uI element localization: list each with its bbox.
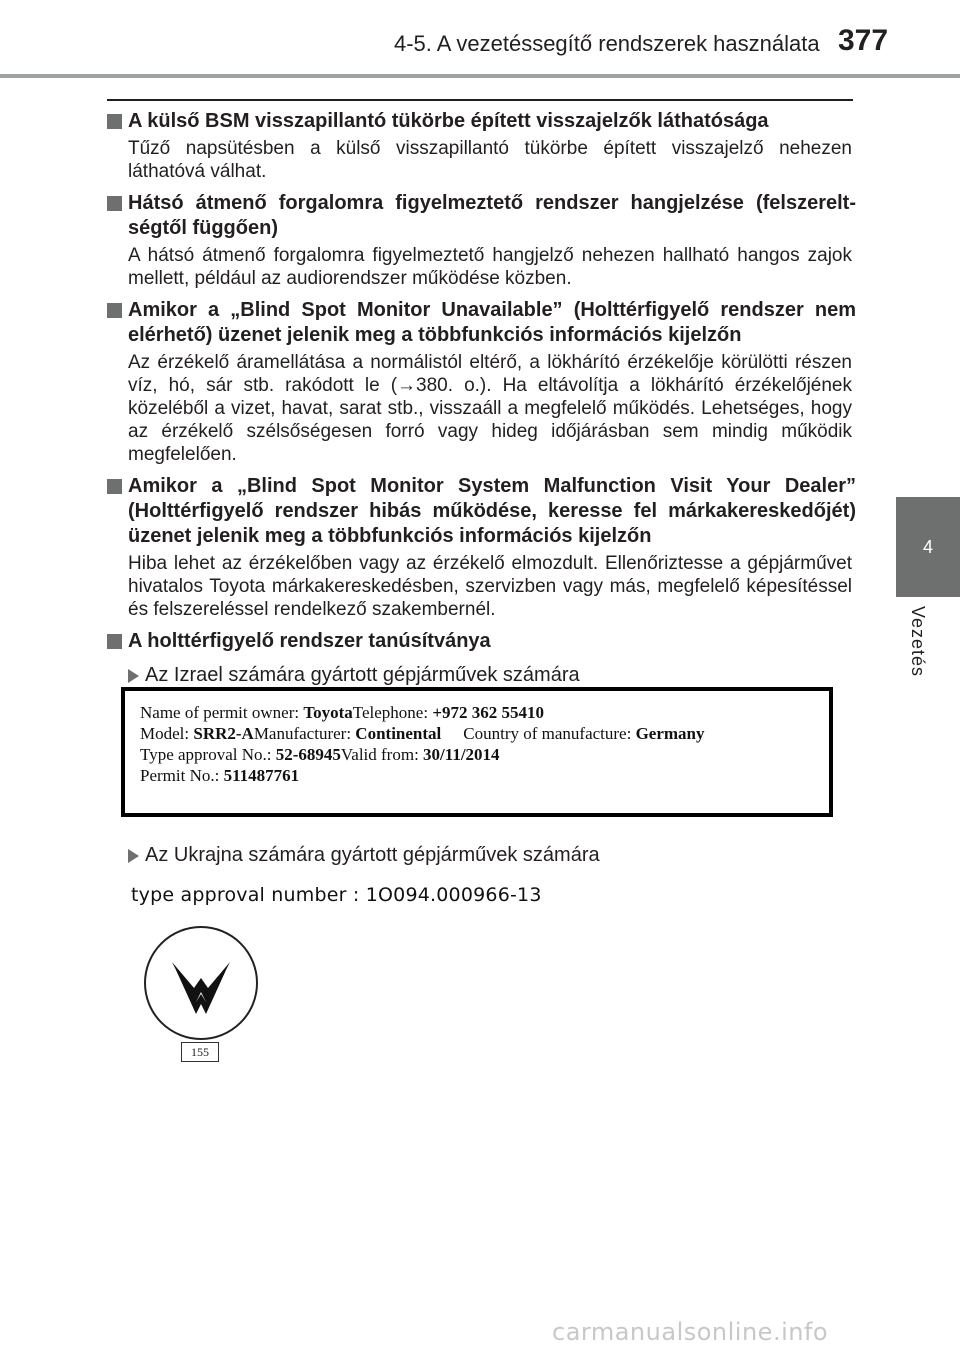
type-value: 52-68945 <box>275 745 341 764</box>
section-heading <box>107 629 856 654</box>
type-label: Type approval No.: <box>140 745 276 764</box>
ukraine-approval-number: type approval number : 1O094.000966-13 <box>131 884 542 906</box>
manufacturer-label: Manufacturer: <box>253 724 356 743</box>
permit-number-line <box>140 766 299 786</box>
owner-value: Toyota <box>303 703 353 722</box>
chapter-title: Vezetés <box>908 606 928 678</box>
heading-text: A külső BSM visszapillantó tükörbe épített visszajelzők láthatósága <box>128 110 769 132</box>
page-content <box>107 109 856 688</box>
phone-label: Telephone: <box>352 703 433 722</box>
triangle-bullet-icon <box>128 669 139 683</box>
permit-type-line <box>140 745 500 765</box>
bullet-ukraine <box>107 842 894 868</box>
country-label: Country of manufacture: <box>463 724 636 743</box>
heading-text: Hátsó átmenő forgalomra figyelmeztető rendszer hangjelzése (felszereltségtől függően) <box>128 192 856 239</box>
section-heading <box>107 109 856 134</box>
section-heading <box>107 474 856 549</box>
heading-text: Amikor a „Blind Spot Monitor System Malfunction Visit Your Dealer” (Holttérfigyelő rendszer hibás működése, keresse fel márkakereskedőjét) üzenet jelenik meg a többfunkciós információs kijelzőn <box>128 475 856 547</box>
chapter-number: 4 <box>922 537 933 557</box>
heading-text: A holttérfigyelő rendszer tanúsítványa <box>128 630 491 652</box>
content-rule <box>107 99 853 101</box>
ukrainian-conformity-mark-icon <box>136 918 266 1048</box>
square-bullet-icon <box>107 303 122 318</box>
section-title: 4-5. A vezetéssegítő rendszerek használata <box>394 31 820 56</box>
bullet-text: Az Izrael számára gyártott gépjárművek számára <box>145 664 580 686</box>
owner-label: Name of permit owner: <box>140 703 304 722</box>
permit-owner-line <box>140 703 544 723</box>
valid-label: Valid from: <box>340 745 424 764</box>
watermark: carmanualsonline.info <box>552 1318 829 1346</box>
section-body: Az érzékelő áramellátása a normálistól eltérő, a lökhárító érzékelője körülötti részen víz, hó, sár stb. rakódott le (→380. o.). Ha eltávolítja a lökhárító érzékelőjének közeléből a vizet, havat, sarat stb., visszaáll a megfelelő működés. Lehetséges, hogy az érzékelő szélsőségesen forró vagy hideg időjárásban sem mindig működik megfelelően. <box>128 352 852 465</box>
section-body: Tűző napsütésben a külső visszapillantó tükörbe épített visszajelző nehezen láthatóvá válhat. <box>128 138 852 182</box>
permit-label: Permit No.: <box>140 766 224 785</box>
page-header <box>0 0 960 80</box>
square-bullet-icon <box>107 479 122 494</box>
section-body: A hátsó átmenő forgalomra figyelmeztető hangjelző nehezen hallható hangos zajok mellett, például az audiorendszer működése közben. <box>128 245 852 289</box>
section-heading <box>107 191 856 241</box>
country-value: Germany <box>635 724 705 743</box>
triangle-bullet-icon <box>128 849 139 863</box>
heading-text: Amikor a „Blind Spot Monitor Unavailable” (Holttérfigyelő rendszer nem elérhető) üzenet jelenik meg a többfunkciós információs kijelzőn <box>128 299 856 346</box>
valid-value: 30/11/2014 <box>423 745 500 764</box>
bullet-israel <box>107 662 856 688</box>
phone-value: +972 362 55410 <box>432 703 545 722</box>
israel-permit-box <box>121 687 833 817</box>
header-rule <box>0 74 960 78</box>
permit-model-line <box>140 724 705 744</box>
section-heading <box>107 298 856 348</box>
section-body: Hiba lehet az érzékelőben vagy az érzékelő elmozdult. Ellenőriztesse a gépjárművet hivatalos Toyota márkakereskedésben, szervizben vagy más, megfelelő képesítéssel és felszereléssel rendelkező szakembernél. <box>128 553 852 620</box>
page-number: 377 <box>838 24 889 57</box>
certification-code: 155 <box>181 1042 219 1062</box>
model-value: SRR2-A <box>193 724 254 743</box>
square-bullet-icon <box>107 634 122 649</box>
bullet-text: Az Ukrajna számára gyártott gépjárművek számára <box>145 844 600 866</box>
square-bullet-icon <box>107 114 122 129</box>
model-label: Model: <box>140 724 194 743</box>
manufacturer-value: Continental <box>355 724 442 743</box>
permit-value: 511487761 <box>223 766 300 785</box>
square-bullet-icon <box>107 196 122 211</box>
